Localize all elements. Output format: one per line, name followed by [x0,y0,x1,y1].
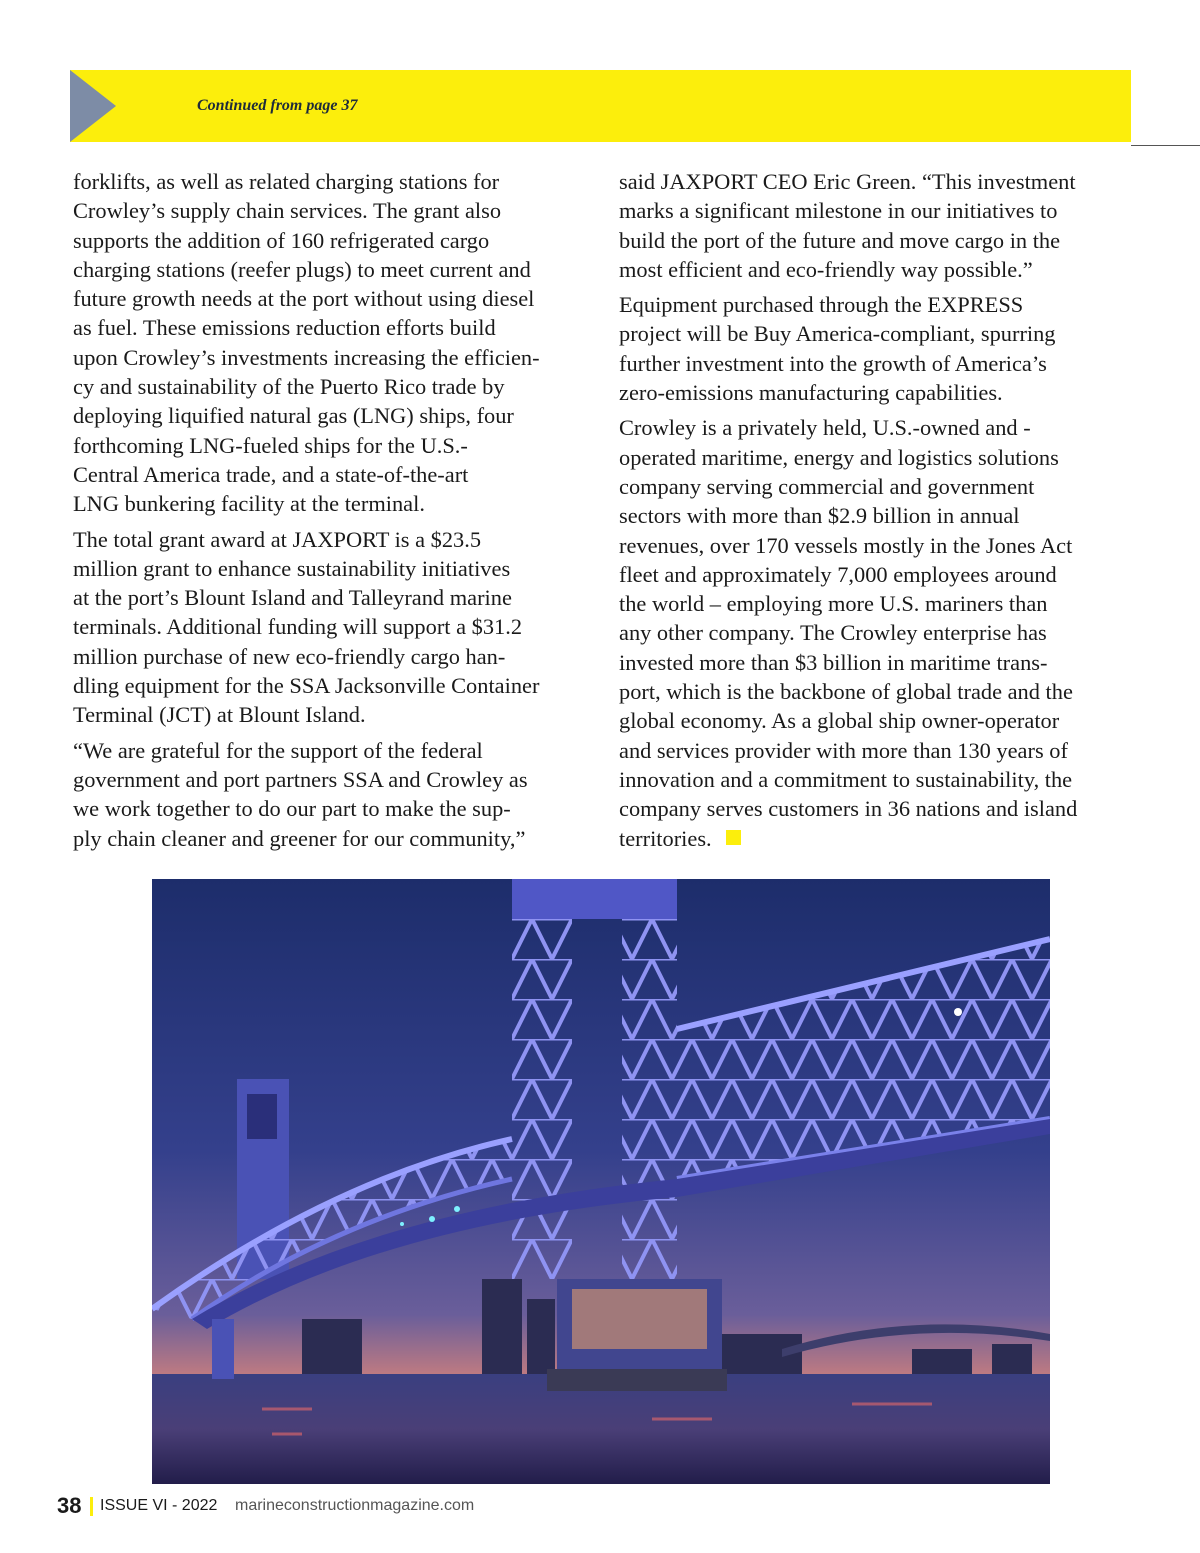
paragraph [73,525,593,730]
text-line: zero-emissions manufacturing capabilities. [619,380,1003,406]
text-line: million purchase of new eco-friendly cargo han- [73,643,506,669]
text-line: supports the addition of 160 refrigerated cargo [73,227,490,253]
paragraph [73,167,593,519]
paragraph [73,736,593,853]
text-line: LNG bunkering facility at the terminal. [73,491,425,517]
text-line: company serves customers in 36 nations and island [619,796,1078,822]
arrow-icon [70,70,116,142]
text-line: sectors with more than $2.9 billion in annual [619,503,1020,529]
issue-label: ISSUE VI - 2022 [100,1497,218,1514]
paragraph [619,413,1139,852]
text-line: territories. [619,825,712,851]
bridge-photo [152,879,1050,1484]
text-line: Terminal (JCT) at Blount Island. [73,702,366,728]
text-line: Crowley’s supply chain services. The grant also [73,198,502,224]
text-line: operated maritime, energy and logistics solutions [619,444,1059,470]
right-column [619,167,1139,859]
text-line: fleet and approximately 7,000 employees around [619,561,1057,587]
text-line: cy and sustainability of the Puerto Rico trade by [73,374,505,400]
text-line: government and port partners SSA and Crowley as [73,766,528,792]
text-line: any other company. The Crowley enterprise has [619,620,1047,646]
text-line: deploying liquified natural gas (LNG) ships, four [73,403,514,429]
text-line: million grant to enhance sustainability initiatives [73,555,511,581]
text-line: revenues, over 170 vessels mostly in the Jones Act [619,532,1073,558]
header-rule [1131,145,1200,146]
text-line: marks a significant milestone in our initiatives to [619,198,1058,224]
text-line: project will be Buy America-compliant, spurring [619,321,1056,347]
text-line: at the port’s Blount Island and Talleyrand marine [73,585,512,611]
text-line: The total grant award at JAXPORT is a $23.5 [73,526,482,552]
text-line: we work together to do our part to make the sup- [73,796,511,822]
text-line: build the port of the future and move cargo in the [619,227,1061,253]
text-line: global economy. As a global ship owner-operator [619,708,1060,734]
text-line: said JAXPORT CEO Eric Green. “This investment [619,169,1076,194]
text-line: Equipment purchased through the EXPRESS [619,292,1024,318]
text-line: company serving commercial and government [619,473,1035,499]
text-line: invested more than $3 billion in maritime trans- [619,649,1048,675]
end-of-article-mark [726,830,741,845]
bridge-illustration [152,879,1050,1484]
text-line: forthcoming LNG-fueled ships for the U.S.- [73,432,468,458]
text-line: “We are grateful for the support of the federal [73,737,483,763]
text-line: ply chain cleaner and greener for our community,” [73,825,526,851]
page-number: 38 [57,1493,82,1518]
text-line: terminals. Additional funding will support a $31.2 [73,614,523,640]
continued-note: Continued from page 37 [197,97,358,114]
text-line: dling equipment for the SSA Jacksonville Container [73,673,540,699]
text-line: the world – employing more U.S. mariners than [619,591,1048,617]
left-column [73,167,593,859]
text-line: innovation and a commitment to sustainability, the [619,766,1073,792]
paragraph [619,290,1139,407]
text-line: future growth needs at the port without using diesel [73,286,535,312]
footer-divider [90,1497,93,1516]
paragraph [619,167,1139,284]
text-line: as fuel. These emissions reduction efforts build [73,315,496,341]
text-line: forklifts, as well as related charging stations for [73,169,500,194]
text-line: port, which is the backbone of global trade and the [619,679,1073,705]
text-line: Central America trade, and a state-of-the-art [73,461,469,487]
text-line: further investment into the growth of America’s [619,350,1047,376]
website-link[interactable]: marineconstructionmagazine.com [235,1497,475,1514]
text-line: charging stations (reefer plugs) to meet current and [73,256,531,282]
text-line: Crowley is a privately held, U.S.-owned and - [619,415,1031,441]
text-line: upon Crowley’s investments increasing the efficien- [73,344,540,370]
text-line: and services provider with more than 130 years of [619,737,1068,763]
text-line: most efficient and eco-friendly way possible.” [619,256,1033,282]
